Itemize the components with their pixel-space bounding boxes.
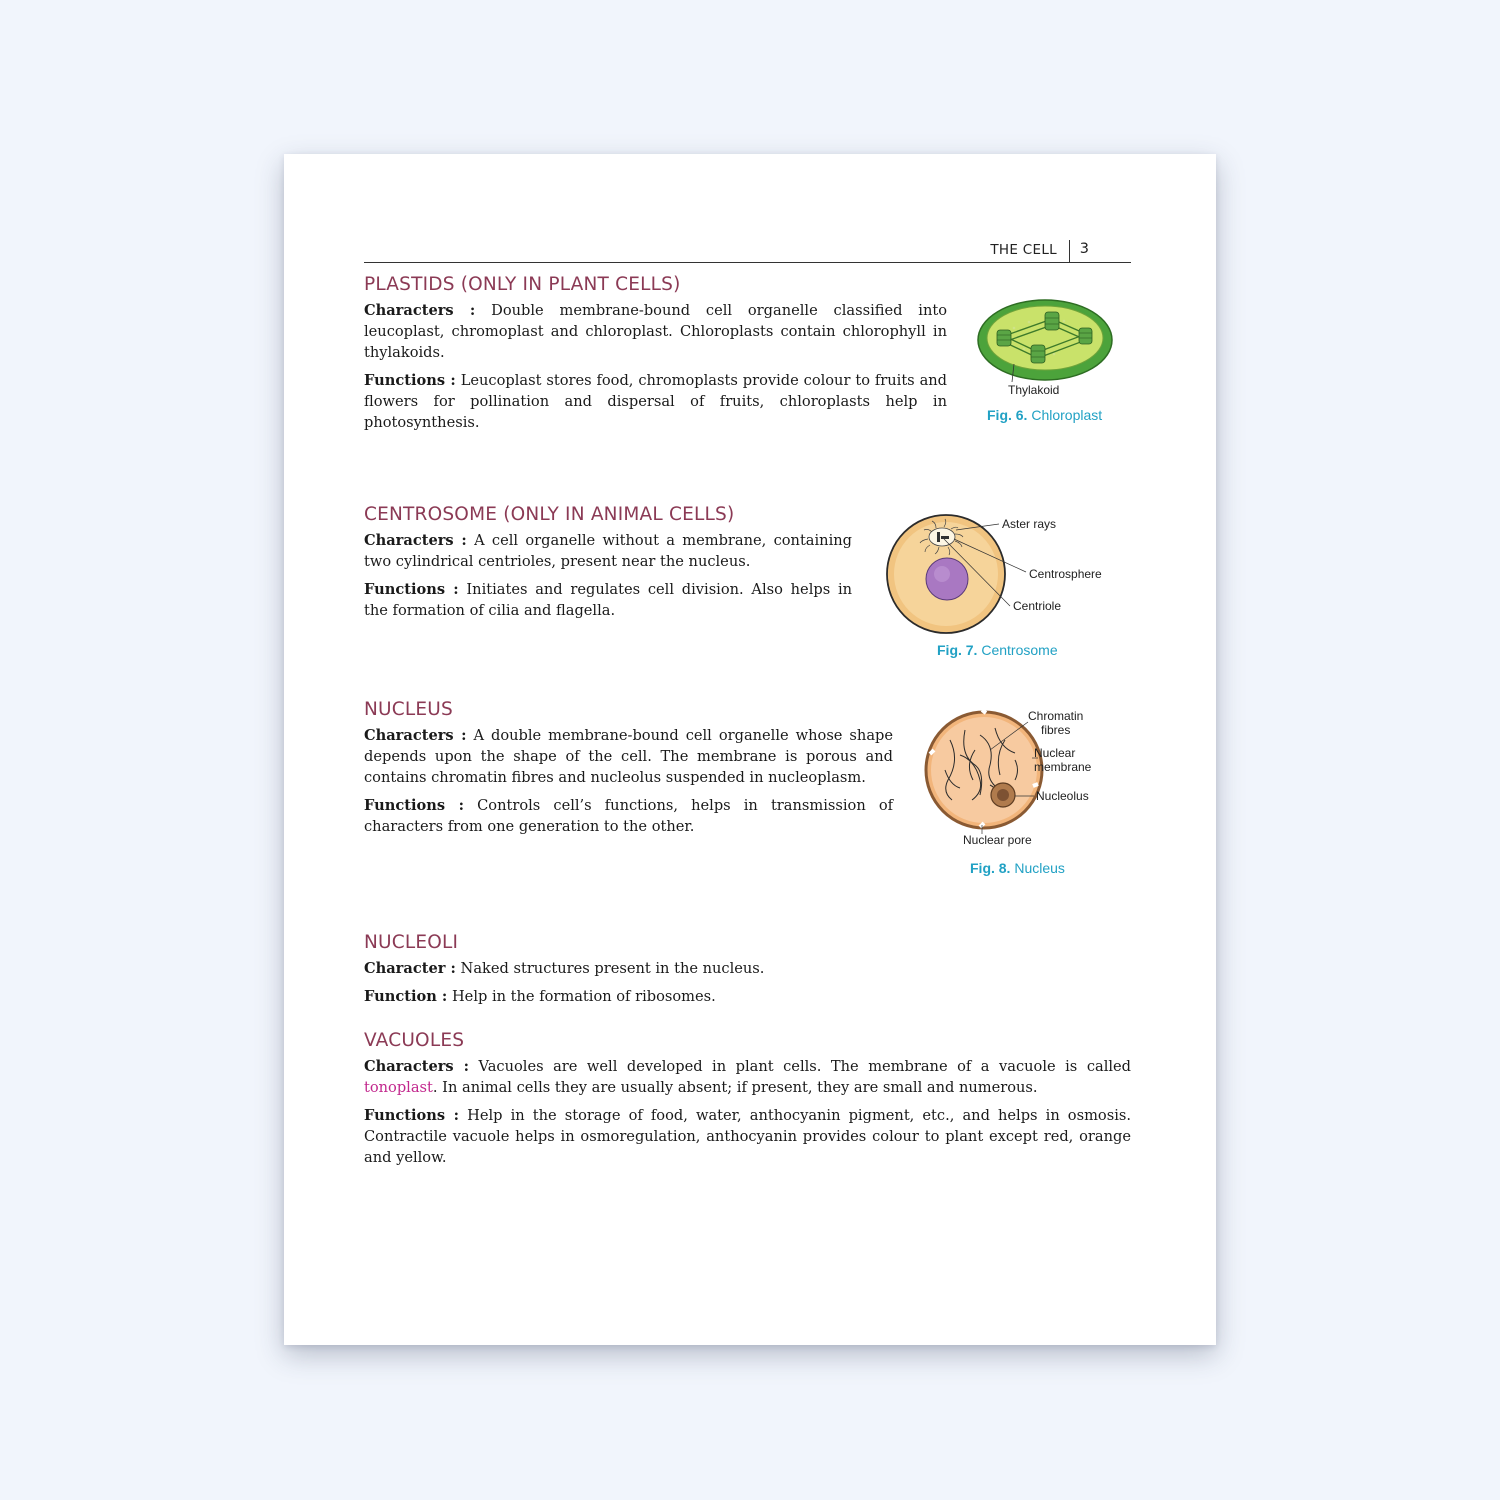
section-heading: VACUOLES: [364, 1030, 465, 1051]
label-centrosphere: Centrosphere: [1029, 567, 1102, 581]
section-heading: PLASTIDS (ONLY IN PLANT CELLS): [364, 274, 681, 295]
paragraph-text: Help in the formation of ribosomes.: [451, 988, 716, 1005]
running-head-separator: [1069, 240, 1070, 262]
term-label: Functions :: [364, 797, 465, 814]
section-centrosome: [364, 504, 852, 628]
figure-title: Centrosome: [981, 642, 1058, 658]
paragraph-text: Double membrane-bound cell organelle classified into leucoplast, chromoplast and chloroplast. Chloroplasts contain chlorophyll in thylakoids.: [364, 302, 947, 361]
term-label: Function :: [364, 988, 448, 1005]
figure-title: Chloroplast: [1031, 407, 1103, 423]
functions-paragraph: [364, 795, 893, 837]
label-thylakoid: Thylakoid: [1008, 383, 1060, 397]
figure-caption: [987, 407, 1102, 423]
chloroplast-illustration: [974, 294, 1134, 404]
section-vacuoles: [364, 1030, 1131, 1175]
figure-nucleus: [920, 710, 1160, 880]
paragraph-text: Controls cell’s functions, helps in transmission of characters from one generation to the other.: [364, 797, 894, 835]
label-nuclear-pore: Nuclear pore: [963, 833, 1032, 847]
term-label: Functions :: [364, 581, 459, 598]
section-plastids: [364, 274, 947, 440]
figure-centrosome: [884, 512, 1124, 662]
running-head-title: THE CELL: [990, 242, 1057, 258]
label-aster-rays: Aster rays: [1002, 517, 1057, 531]
paragraph-text: Leucoplast stores food, chromoplasts provide colour to fruits and flowers for pollination and dispersal of fruits, chloroplasts help in photosynthesis.: [364, 372, 948, 431]
paragraph-text: Help in the storage of food, water, anthocyanin pigment, etc., and helps in osmosis. Contractile vacuole helps in osmoregulation, anthocyanin provides colour to plant except red, orange and yellow.: [364, 1107, 1131, 1166]
label-fibres: fibres: [1041, 723, 1071, 737]
figure-title: Nucleus: [1014, 860, 1065, 876]
term-label: Characters :: [364, 727, 467, 744]
section-heading: NUCLEUS: [364, 699, 453, 720]
centrosome-illustration: [884, 512, 1124, 637]
label-membrane: membrane: [1034, 760, 1092, 774]
paragraph-text: Naked structures present in the nucleus.: [460, 960, 765, 977]
paragraph-text-after: . In animal cells they are usually absent; if present, they are small and numerous.: [432, 1079, 1038, 1096]
functions-paragraph: [364, 370, 947, 433]
figure-number: Fig. 8.: [970, 860, 1011, 876]
characters-paragraph: [364, 300, 947, 363]
highlight-term: tonoplast: [364, 1079, 433, 1096]
figure-number: Fig. 6.: [987, 407, 1028, 423]
section-heading: NUCLEOLI: [364, 932, 459, 953]
figure-caption: [937, 642, 1058, 658]
functions-paragraph: [364, 579, 852, 621]
term-label: Functions :: [364, 372, 456, 389]
characters-paragraph: [364, 530, 852, 572]
term-label: Characters :: [364, 302, 476, 319]
page-number: 3: [1079, 241, 1089, 257]
label-centriole: Centriole: [1013, 599, 1062, 613]
characters-paragraph: [364, 725, 893, 788]
running-head: [364, 240, 1131, 263]
characters-paragraph: [364, 1056, 1131, 1098]
figure-caption: [970, 860, 1065, 876]
function-paragraph: [364, 986, 1131, 1007]
label-chromatin: Chromatin: [1028, 710, 1084, 723]
label-nuclear: Nuclear: [1034, 746, 1076, 760]
term-label: Character :: [364, 960, 456, 977]
label-nucleolus: Nucleolus: [1036, 789, 1089, 803]
paragraph-text: A double membrane-bound cell organelle whose shape depends upon the shape of the cell. The membrane is porous and contains chromatin fibres and nucleolus suspended in nucleoplasm.: [364, 727, 893, 786]
character-paragraph: [364, 958, 1131, 979]
section-heading: CENTROSOME (ONLY IN ANIMAL CELLS): [364, 504, 735, 525]
functions-paragraph: [364, 1105, 1131, 1168]
paragraph-text: A cell organelle without a membrane, containing two cylindrical centrioles, present near the nucleus.: [364, 532, 852, 570]
nucleus-illustration: [920, 710, 1160, 850]
term-label: Functions :: [364, 1107, 459, 1124]
term-label: Characters :: [364, 1058, 469, 1075]
paragraph-text: Vacuoles are well developed in plant cells. The membrane of a vacuole is called: [478, 1058, 1132, 1075]
section-nucleus: [364, 699, 893, 844]
figure-chloroplast: [974, 294, 1134, 429]
term-label: Characters :: [364, 532, 467, 549]
section-nucleoli: [364, 932, 1131, 1014]
document-page: [284, 154, 1216, 1345]
paragraph-text: Initiates and regulates cell division. Also helps in the formation of cilia and flagella.: [364, 581, 853, 619]
figure-number: Fig. 7.: [937, 642, 978, 658]
